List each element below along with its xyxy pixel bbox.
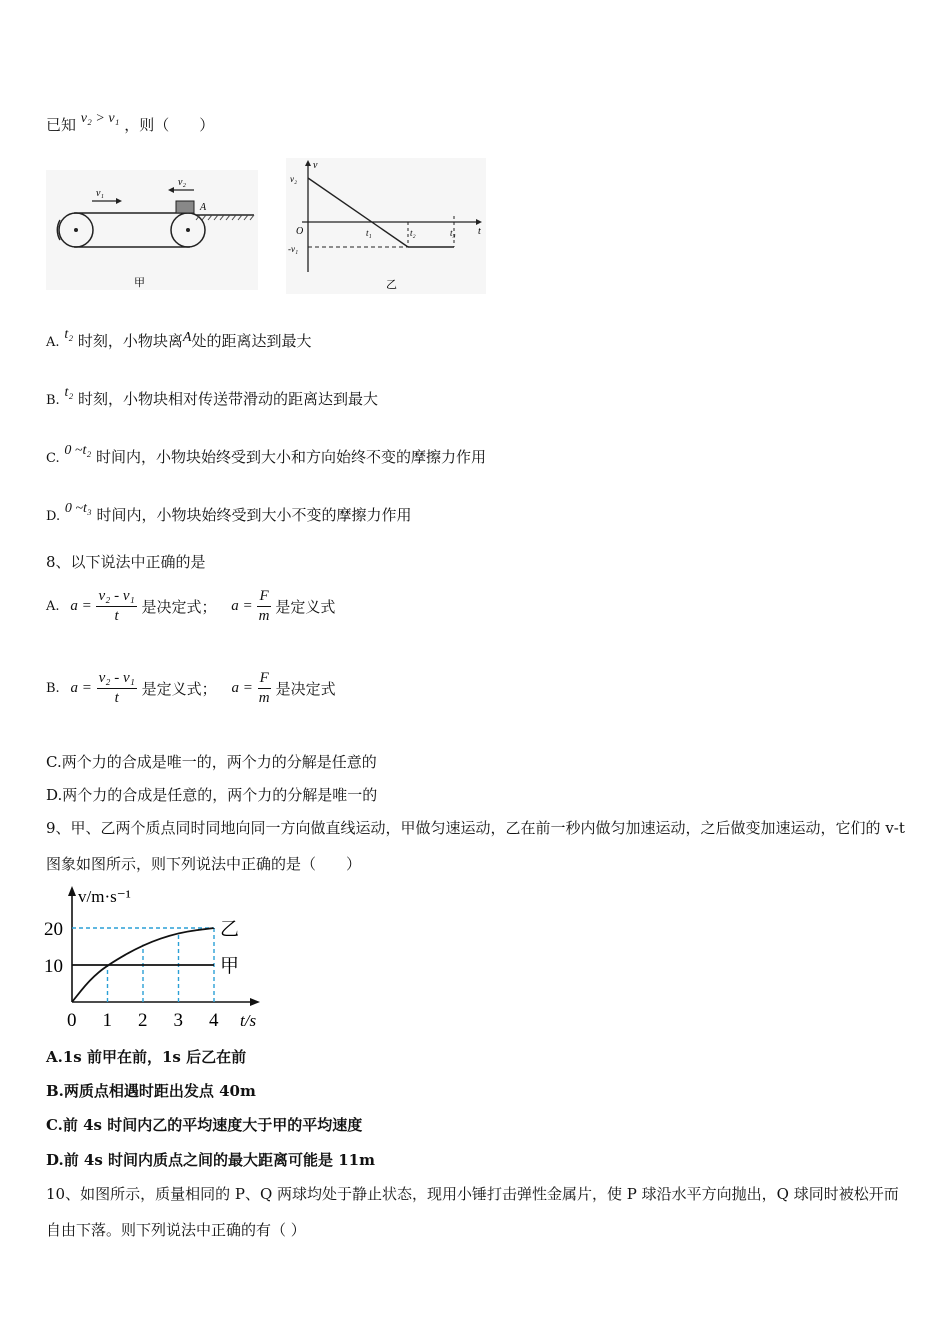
q7-option-d [46, 501, 412, 525]
option-math2: A [182, 330, 192, 345]
y-tick-label-1: 20 [44, 919, 63, 940]
option-letter: D. [46, 509, 61, 524]
option-math: t₂ [64, 385, 74, 400]
option-text: 是决定式； [141, 598, 217, 616]
intro-relation: v₂ > v₁ [80, 111, 120, 126]
q8-option-a [46, 588, 335, 625]
formula-fraction: $\frac{F}{m}$ [258, 670, 270, 706]
series-label-0: 甲 [220, 956, 240, 977]
option-text: 时间内，小物块始终受到大小和方向始终不变的摩擦力作用 [96, 448, 487, 466]
tick-t2: t₂ [410, 228, 416, 238]
option-text: 时间内，小物块始终受到大小不变的摩擦力作用 [96, 506, 412, 524]
q9-option-c: C.前 4s 时间内乙的平均速度大于甲的平均速度 [46, 1116, 363, 1134]
x-tick-label-0: 0 [67, 1010, 77, 1031]
q9-option-a: A.1s 前甲在前，1s 后乙在前 [46, 1048, 247, 1066]
label-v1: v₁ [96, 188, 104, 199]
formula-lhs: a = [70, 598, 92, 614]
option-letter: A. [46, 335, 60, 350]
q10-stem: 10、如图所示，质量相同的 P、Q 两球均处于静止状态，现用小锤打击弹性金属片，使 P 球沿水平方向抛出，Q 球同时被松开而自由下落。则下列说法中正确的有（ ） [46, 1185, 899, 1239]
formula-lhs: a = [70, 680, 92, 696]
formula-fraction: $\frac{\text{v₂ - v₁}}{t}$ [98, 588, 135, 624]
conveyor-belt-figure [46, 170, 258, 290]
q8-option-c: C.两个力的合成是唯一的，两个力的分解是任意的 [46, 753, 377, 771]
x-tick-label-4: 4 [209, 1010, 219, 1031]
formula-lhs: a = [231, 598, 253, 614]
tick-t3: t₃ [450, 228, 456, 238]
q8-option-b [46, 670, 336, 707]
q7-option-b [46, 385, 379, 409]
series-label-1: 乙 [220, 919, 240, 940]
q9-option-d: D.前 4s 时间内质点之间的最大距离可能是 11m [46, 1151, 375, 1169]
q7-option-a [46, 327, 312, 351]
q7-option-c [46, 443, 487, 467]
option-letter: A. [46, 599, 60, 614]
x-axis-arrow [250, 998, 260, 1006]
y-axis-arrow [68, 886, 76, 896]
option-letter: C. [46, 451, 60, 466]
intro-line [46, 111, 215, 135]
y-tick-label-0: 10 [44, 956, 63, 977]
q9-option-b: B.两质点相遇时距出发点 40m [46, 1082, 256, 1100]
vt-graph-figure [286, 158, 486, 294]
formula-lhs: a = [231, 680, 253, 696]
option-text: 时刻，小物块相对传送带滑动的距离达到最大 [78, 390, 379, 408]
x-tick-label-2: 2 [138, 1010, 148, 1031]
origin-label: O [296, 226, 304, 237]
formula-fraction: $\frac{\text{v₂ - v₁}}{t}$ [98, 670, 135, 706]
option-text: 是定义式 [275, 598, 336, 616]
option-text: 时刻，小物块离 [77, 332, 183, 350]
option-text: 是决定式 [275, 680, 336, 698]
intro-suffix: ，则（ ） [124, 116, 215, 134]
option-text: 是定义式； [141, 680, 217, 698]
label-point-a: A [200, 202, 207, 213]
x-tick-label-1: 1 [102, 1010, 112, 1031]
q9-vt-chart [40, 884, 272, 1034]
tick-t1: t₁ [366, 228, 372, 238]
option-math: t₂ [64, 327, 74, 342]
x-axis-label: t/s [240, 1011, 257, 1030]
caption-left: 甲 [134, 277, 145, 289]
intro-prefix: 已知 [46, 116, 77, 134]
option-text2: 处的距离达到最大 [191, 332, 312, 350]
q8-option-d: D.两个力的合成是任意的，两个力的分解是唯一的 [46, 786, 378, 804]
option-letter: B. [46, 393, 60, 408]
axis-t-label: t [478, 226, 481, 237]
option-math: 0 ~t₃ [64, 501, 92, 516]
tick-neg-v1: -v₁ [288, 244, 299, 254]
label-v2: v₂ [178, 177, 186, 188]
x-tick-label-3: 3 [173, 1010, 183, 1031]
tick-v2: v₂ [290, 174, 298, 184]
option-letter: B. [46, 681, 60, 696]
q8-stem: 8、以下说法中正确的是 [46, 553, 206, 571]
option-math: 0 ~t₂ [64, 443, 92, 458]
y-axis-label: v/m·s⁻¹ [78, 887, 131, 906]
caption-right: 乙 [386, 279, 397, 291]
block [176, 201, 194, 213]
axis-v-label: v [313, 160, 318, 171]
q9-stem: 9、甲、乙两个质点同时同地向同一方向做直线运动，甲做匀速运动，乙在前一秒内做匀加速运动，之后做变加速运动，它们的 v-t 图象如图所示，则下列说法中正确的是（ ） [46, 819, 905, 873]
formula-fraction: $\frac{F}{m}$ [258, 588, 270, 624]
